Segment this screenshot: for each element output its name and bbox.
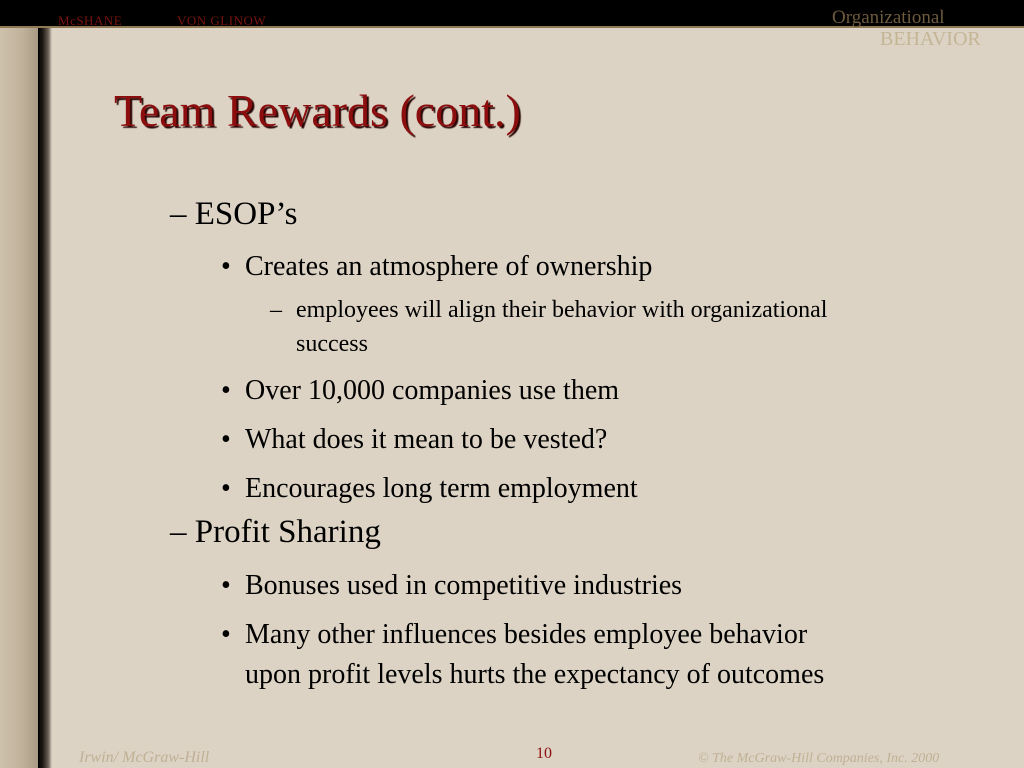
outline-item-esops — [170, 196, 297, 233]
outline-text: Profit Sharing — [194, 514, 381, 550]
outline-text: Bonuses used in competitive industries — [245, 570, 683, 601]
dash-bullet: – — [170, 514, 187, 550]
page-number: 10 — [536, 745, 552, 762]
slide-title: Team Rewards (cont.) — [114, 85, 521, 136]
outline-text: success — [296, 331, 368, 357]
outline-item-many-influences — [221, 619, 808, 651]
dot-bullet: • — [221, 619, 231, 650]
outline-item-long-term — [221, 473, 638, 505]
outline-item-companies — [221, 375, 620, 407]
dot-bullet: • — [221, 251, 231, 282]
dot-bullet: • — [221, 375, 231, 406]
outline-item-employees-align — [270, 297, 828, 324]
outline-item-ownership — [221, 251, 653, 283]
book-title-behavior: BEHAVIOR — [880, 28, 981, 50]
dot-bullet: • — [221, 570, 231, 601]
left-shadow-band — [38, 28, 52, 768]
outline-text: Over 10,000 companies use them — [245, 375, 620, 406]
outline-text: What does it mean to be vested? — [245, 424, 608, 455]
outline-text: Many other influences besides employee behavior — [245, 619, 808, 650]
outline-text: upon profit levels hurts the expectancy of outcomes — [245, 659, 825, 690]
outline-item-employees-align-cont — [296, 331, 368, 358]
outline-item-many-influences-cont — [245, 659, 824, 691]
outline-text: Creates an atmosphere of ownership — [245, 251, 653, 282]
dash-bullet: – — [270, 297, 282, 323]
outline-item-bonuses — [221, 570, 683, 602]
footer-copyright: © The McGraw-Hill Companies, Inc. 2000 — [698, 751, 940, 766]
outline-item-vested — [221, 424, 608, 456]
outline-text: Encourages long term employment — [245, 473, 638, 504]
dash-bullet: – — [170, 196, 187, 232]
outline-item-profit-sharing — [170, 514, 381, 551]
book-title-organizational: Organizational — [832, 7, 945, 28]
dot-bullet: • — [221, 424, 231, 455]
dot-bullet: • — [221, 473, 231, 504]
left-decorative-band — [0, 28, 38, 768]
outline-text: ESOP’s — [194, 196, 298, 232]
author-mcshane: McSHANE — [58, 13, 123, 28]
footer-publisher: Irwin/ McGraw-Hill — [79, 749, 210, 766]
author-von-glinow: VON GLINOW — [177, 13, 267, 28]
outline-text: employees will align their behavior with organizational — [296, 297, 828, 323]
